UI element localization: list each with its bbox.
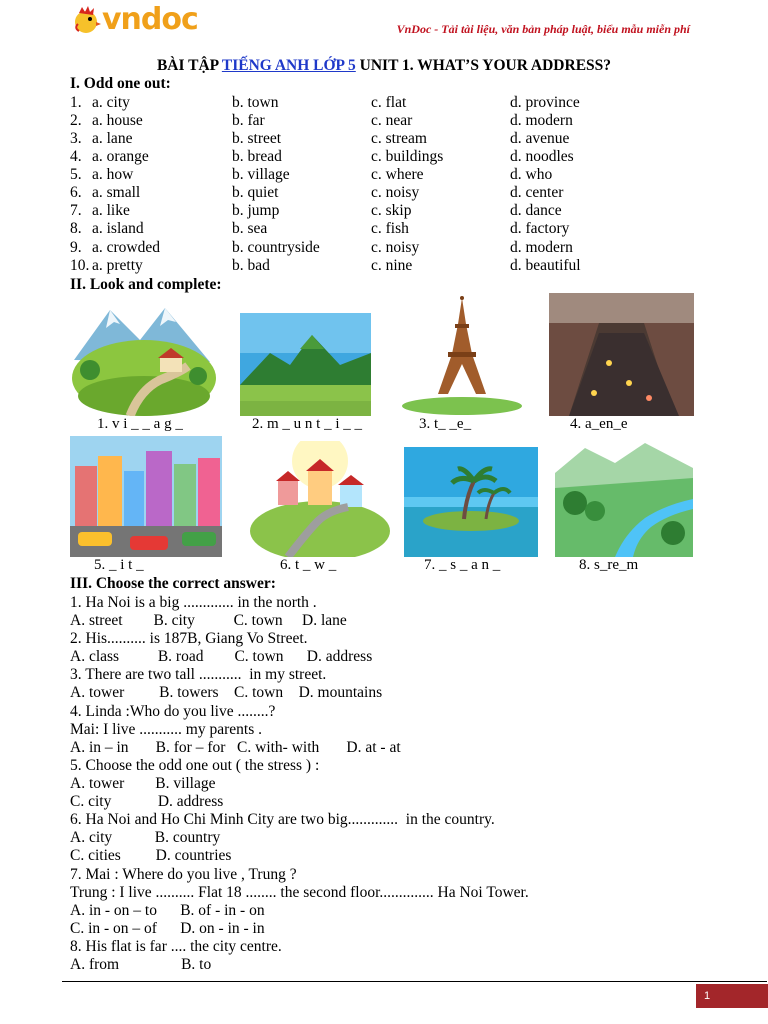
section-1-heading: I. Odd one out: xyxy=(70,75,171,92)
footer-divider xyxy=(62,981,767,982)
option-a: a. orange xyxy=(92,148,149,165)
option-a: a. city xyxy=(92,94,130,111)
question-line: 8. His flat is far .... the city centre. xyxy=(70,938,282,955)
row-number: 1. xyxy=(70,94,82,111)
option-d: d. noodles xyxy=(510,148,574,165)
option-b: b. far xyxy=(232,112,265,129)
answer-line: A. city B. country xyxy=(70,829,221,846)
option-d: d. dance xyxy=(510,202,562,219)
answer-line: C. city D. address xyxy=(70,793,224,810)
question-line: 1. Ha Noi is a big ............. in the north . xyxy=(70,594,317,611)
option-a: a. small xyxy=(92,184,141,201)
site-tagline: VnDoc - Tải tài liệu, văn bản pháp luật, biểu mẫu miễn phí xyxy=(396,22,690,36)
question-line: 6. Ha Noi and Ho Chi Minh City are two big............. in the country. xyxy=(70,811,495,828)
picture-caption: 4. a_en_e xyxy=(570,416,628,432)
option-c: c. skip xyxy=(371,202,412,219)
option-b: b. bread xyxy=(232,148,282,165)
option-d: d. beautiful xyxy=(510,257,581,274)
title-prefix: BÀI TẬP xyxy=(156,57,222,74)
chick-mascot-icon xyxy=(70,4,102,36)
option-a: a. lane xyxy=(92,130,133,147)
option-a: a. how xyxy=(92,166,134,183)
picture-caption: 7. _ s _ a n _ xyxy=(424,557,501,573)
option-b: b. street xyxy=(232,130,282,147)
option-c: c. where xyxy=(371,166,424,183)
page-number: 1 xyxy=(696,984,768,1008)
option-c: c. buildings xyxy=(371,148,444,165)
option-d: d. province xyxy=(510,94,580,111)
option-b: b. quiet xyxy=(232,184,279,201)
option-c: c. stream xyxy=(371,130,427,147)
section-2-heading: II. Look and complete: xyxy=(70,276,222,293)
option-a: a. house xyxy=(92,112,143,129)
option-b: b. bad xyxy=(232,257,270,274)
row-number: 10. xyxy=(70,257,90,274)
row-number: 4. xyxy=(70,148,82,165)
answer-line: A. from B. to xyxy=(70,956,212,973)
option-a: a. crowded xyxy=(92,239,160,256)
town-picture xyxy=(248,441,391,557)
answer-line: A. street B. city C. town D. lane xyxy=(70,612,347,629)
picture-caption: 3. t_ _e_ xyxy=(419,416,472,432)
answer-line: A. tower B. towers C. town D. mountains xyxy=(70,684,383,701)
option-c: c. near xyxy=(371,112,413,129)
answer-line: C. cities D. countries xyxy=(70,847,232,864)
option-d: d. center xyxy=(510,184,564,201)
option-c: c. noisy xyxy=(371,184,420,201)
eiffel-tower-picture xyxy=(388,294,536,416)
row-number: 9. xyxy=(70,239,82,256)
option-b: b. sea xyxy=(232,220,268,237)
question-line: 4. Linda :Who do you live ........? xyxy=(70,703,276,720)
option-d: d. who xyxy=(510,166,553,183)
mountain-picture xyxy=(240,313,371,416)
option-a: a. like xyxy=(92,202,130,219)
vndoc-logo[interactable] xyxy=(70,2,220,38)
row-number: 6. xyxy=(70,184,82,201)
picture-caption: 5. _ i t _ xyxy=(94,557,144,573)
city-picture xyxy=(70,436,222,557)
option-c: c. fish xyxy=(371,220,409,237)
question-line: 3. There are two tall ........... in my street. xyxy=(70,666,327,683)
option-b: b. town xyxy=(232,94,279,111)
answer-line: A. in – in B. for – for C. with- with D. at - at xyxy=(70,739,401,756)
village-picture xyxy=(70,300,218,416)
stream-picture xyxy=(555,433,693,557)
question-line: 7. Mai : Where do you live , Trung ? xyxy=(70,866,297,883)
picture-caption: 6. t _ w _ xyxy=(280,557,337,573)
option-c: c. noisy xyxy=(371,239,420,256)
option-a: a. island xyxy=(92,220,144,237)
option-b: b. village xyxy=(232,166,290,183)
option-a: a. pretty xyxy=(92,257,143,274)
section-3-heading: III. Choose the correct answer: xyxy=(70,575,276,592)
answer-line: A. tower B. village xyxy=(70,775,216,792)
picture-caption: 2. m _ u n t _ i _ _ xyxy=(252,416,363,432)
title-suffix: UNIT 1. WHAT’S YOUR ADDRESS? xyxy=(355,57,612,74)
question-line: 2. His.......... is 187B, Giang Vo Street. xyxy=(70,630,308,647)
title-link[interactable]: TIẾNG ANH LỚP 5 xyxy=(221,57,356,74)
answer-line: A. class B. road C. town D. address xyxy=(70,648,373,665)
question-line: Trung : I live .......... Flat 18 ........ the second floor.............. Ha Noi Tower. xyxy=(70,884,529,901)
answer-line: C. in - on – of D. on - in - in xyxy=(70,920,265,937)
option-b: b. countryside xyxy=(232,239,320,256)
row-number: 8. xyxy=(70,220,82,237)
option-d: d. avenue xyxy=(510,130,570,147)
option-c: c. flat xyxy=(371,94,407,111)
island-picture xyxy=(404,447,538,557)
picture-caption: 8. s_re_m xyxy=(579,557,639,573)
answer-line: A. in - on – to B. of - in - on xyxy=(70,902,265,919)
row-number: 3. xyxy=(70,130,82,147)
question-line: Mai: I live ........... my parents . xyxy=(70,721,262,738)
avenue-picture xyxy=(549,293,694,416)
option-b: b. jump xyxy=(232,202,280,219)
option-d: d. factory xyxy=(510,220,570,237)
row-number: 5. xyxy=(70,166,82,183)
picture-caption: 1. v i _ _ a g _ xyxy=(97,416,183,432)
option-d: d. modern xyxy=(510,239,573,256)
page-title xyxy=(0,57,768,75)
option-c: c. nine xyxy=(371,257,413,274)
question-line: 5. Choose the odd one out ( the stress ) : xyxy=(70,757,320,774)
row-number: 2. xyxy=(70,112,82,129)
logo-text: vndoc xyxy=(102,2,198,37)
row-number: 7. xyxy=(70,202,82,219)
option-d: d. modern xyxy=(510,112,573,129)
